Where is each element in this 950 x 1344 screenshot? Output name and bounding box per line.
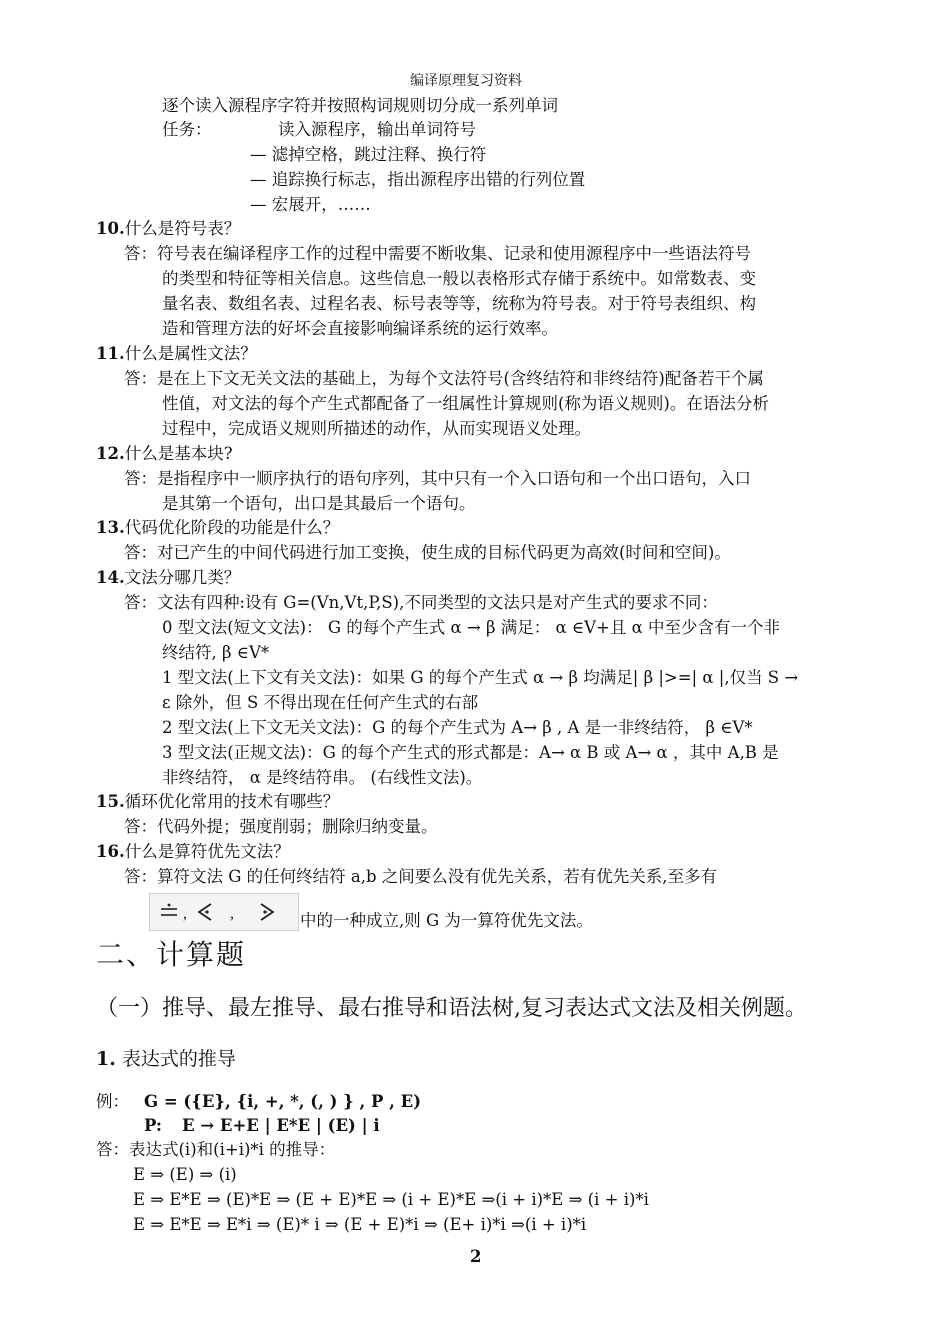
question-title: 什么是符号表？ [124,219,241,238]
question-heading [96,218,240,240]
answer-line: 答：代码外提；强度削弱；删除归纳变量。 [124,817,438,836]
derivation-line: E ⇒ E*E ⇒ E*i ⇒ (E)* i ⇒ (E + E)*i ⇒ (E+ i)*i ⇒(i + i)*i [133,1215,587,1234]
question-title: 什么是属性文法？ [124,344,257,363]
answer-line: 的类型和特征等相关信息。这些信息一般以表格形式存储于系统中。如常数表、变 [162,269,756,288]
question-number: 14. [96,568,125,587]
answer-line: 答：是指程序中一顺序执行的语句序列，其中只有一个入口语句和一个出口语句，入口 [124,469,751,488]
answer-intro: 答：表达式(i)和(i+i)*i 的推导： [96,1140,336,1159]
svg-text:,: , [183,905,187,922]
answer-line: ε 除外，但 S 不得出现在任何产生式的右部 [162,693,479,712]
page-header: 编译原理复习资料 [410,73,522,89]
equal-precedence-symbol [161,904,177,915]
answer-line: 2 型文法(上下文无关文法)：G 的每个产生式为 A→ β , A 是一非终结符， β ∈V* [162,718,753,737]
answer-line: 答：对已产生的中间代码进行加工变换，使生成的目标代码更为高效(时间和空间)。 [124,543,731,562]
page-number: 2 [470,1247,482,1266]
production-label: P: [144,1116,162,1135]
answer-line: 过程中，完成语义规则所描述的动作，从而实现语义处理。 [162,419,591,438]
answer-line: 答：算符文法 G 的任何终结符 a,b 之间要么没有优先关系，若有优先关系,至多有 [124,867,718,886]
derivation-line: E ⇒ (E) ⇒ (i) [133,1165,237,1184]
item-number: 1. [96,1048,116,1070]
question-title: 什么是基本块? [124,444,233,463]
question-number: 12. [96,444,125,463]
task-item: — 追踪换行标志，指出源程序出错的行列位置 [250,170,586,189]
precedence-relations-symbols [150,894,298,930]
question-title: 循环优化常用的技术有哪些？ [124,792,340,811]
production-rules: E → E+E | E*E | (E) | i [182,1116,380,1135]
question-heading [96,567,240,589]
less-precedence-symbol [199,904,211,920]
greater-precedence-symbol [261,904,273,920]
task-text: 读入源程序，输出单词符号 [278,120,476,139]
answer-line: 量名表、数组名表、过程名表、标号表等等，统称为符号表。对于符号表组织、构 [162,294,756,313]
task-item: — 滤掉空格，跳过注释、换行符 [250,145,487,164]
task-label: 任务： [162,120,212,139]
answer-line: 性值，对文法的每个产生式都配备了一组属性计算规则(称为语义规则)。在语法分析 [162,394,769,413]
answer-line: 是其第一个语句，出口是其最后一个语句。 [162,494,476,513]
derivation-line: E ⇒ E*E ⇒ (E)*E ⇒ (E + E)*E ⇒ (i + E)*E ⇒(i + i)*E ⇒ (i + i)*i [133,1190,649,1209]
item-heading [96,1047,236,1071]
task-item: — 宏展开，…… [250,195,371,214]
item-title: 表达式的推导 [121,1048,236,1070]
question-title: 代码优化阶段的功能是什么？ [124,518,340,537]
question-number: 16. [96,842,125,861]
example-label: 例： [96,1092,129,1111]
question-heading [96,791,339,813]
answer-line: 答：文法有四种:设有 G=(Vn,Vt,P,S),不同类型的文法只是对产生式的要求不同： [124,593,718,612]
question-number: 13. [96,518,125,537]
answer-line: 答：是在上下文无关文法的基础上，为每个文法符号(含终结符和非终结符)配备若干个属 [124,369,764,388]
question-heading [96,841,290,863]
answer-line: 造和管理方法的好坏会直接影响编译系统的运行效率。 [162,319,558,338]
question-number: 10. [96,219,125,238]
section-title: 二、计算题 [96,938,247,971]
answer-line: 答：符号表在编译程序工作的过程中需要不断收集、记录和使用源程序中一些语法符号 [124,244,751,263]
answer-line: 终结符, β ∈V* [162,643,270,662]
answer-line: 3 型文法(正规文法)：G 的每个产生式的形式都是：A→ α B 或 A→ α ，其中 A,B 是 [162,743,779,762]
answer-line: 0 型文法(短文文法)： G 的每个产生式 α → β 满足： α ∈V+且 α 中至少含有一个非 [162,618,780,637]
question-title: 什么是算符优先文法？ [124,842,290,861]
question-heading [96,343,257,365]
question-heading [96,443,233,465]
question-number: 11. [96,344,125,363]
svg-text:,: , [230,905,234,922]
grammar-definition: G = ({E}, {i, +, *, (, ) } , P , E) [144,1092,422,1111]
answer-line: 非终结符， α 是终结符串。 (右线性文法)。 [162,768,483,787]
question-number: 15. [96,792,125,811]
subsection-title: （一）推导、最左推导、最右推导和语法树,复习表达式文法及相关例题。 [96,996,807,1021]
answer-line: 中的一种成立,则 G 为一算符优先文法。 [300,911,593,930]
precedence-relations-image [149,893,299,931]
top-line: 逐个读入源程序字符并按照构词规则切分成一系列单词 [162,96,558,115]
question-heading [96,517,339,539]
question-title: 文法分哪几类？ [124,568,241,587]
answer-line: 1 型文法(上下文有关文法)：如果 G 的每个产生式 α → β 均满足| β |>=| α |,仅当 S → [162,668,799,687]
